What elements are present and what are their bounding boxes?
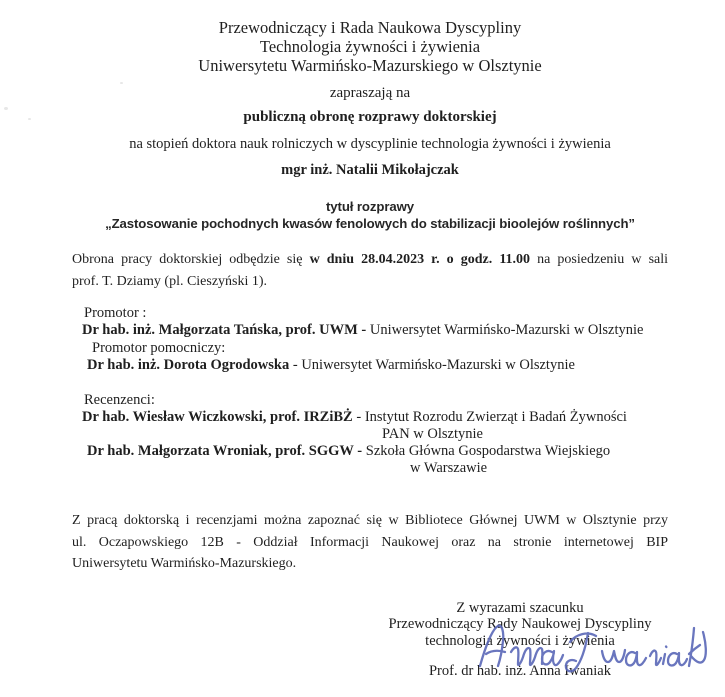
library-note-line-3: Uniwersytetu Warmińsko-Mazurskiego. [72,556,297,571]
assistant-promoter-name: Dr hab. inż. Dorota Ogrodowska [87,357,290,374]
thesis-title: „Zastosowanie pochodnych kwasów fenolowych do stabilizacji bioolejów roślinnych” [105,216,635,231]
reviewer-entry-1 [72,409,668,426]
closing-block [370,600,670,679]
scan-artifact [4,107,8,110]
reviewer-1-affiliation: - Instytut Rozrodu Zwierząt i Badań Żywności [352,409,627,425]
defense-paragraph-line-2: prof. T. Dziamy (pl. Cieszyński 1). [72,273,268,289]
letterhead-line-3: Uniwersytetu Warmińsko-Mazurskiego w Olsztynie [198,56,542,75]
defense-paragraph-line-1 [72,249,668,271]
letterhead [72,18,668,75]
reviewer-2-affiliation: Szkoła Główna Gospodarstwa Wiejskiego [362,443,611,459]
letterhead-line-2: Technologia żywności i żywienia [259,37,481,56]
invitation-intro: zapraszają na [329,85,411,101]
scan-artifact [28,118,31,120]
assistant-promoter-affiliation: - Uniwersytet Warmińsko-Mazurski w Olsztynie [289,357,575,374]
promoter-label: Promotor : [84,305,147,321]
reviewer-2-affiliation-line2: w Warszawie [410,460,488,476]
defense-line-1-pre: Obrona pracy doktorskiej odbędzie się [72,252,310,267]
closing-salutation: Z wyrazami szacunku [456,600,584,616]
candidate-name: mgr inż. Natalii Mikołajczak [281,162,459,178]
signatory-name: Prof. dr hab. inż. Anna Iwaniak [428,662,611,679]
promoters-section [72,305,668,375]
closing-role-line-2: technologia żywności i żywienia [425,632,615,649]
reviewers-section [72,392,668,477]
reviewers-label: Recenzenci: [84,392,155,408]
library-note-line-1: Z pracą doktorską i recenzjami można zapoznać się w Bibliotece Głównej UWM w Olsztynie przy [72,513,668,528]
assistant-promoter-label: Promotor pomocniczy: [92,339,226,356]
degree-line: na stopień doktora nauk rolniczych w dyscyplinie technologia żywności i żywienia [129,136,611,152]
defense-date-time: w dniu 28.04.2023 r. o godz. 11.00 [309,252,531,267]
promoter-name: Dr hab. inż. Małgorzata Tańska, prof. UWM - [82,322,367,339]
thesis-title-label: tytuł rozprawy [326,199,414,214]
library-note [72,510,668,575]
defense-paragraph [72,249,668,292]
defense-event-title: publiczną obronę rozprawy doktorskiej [243,109,497,125]
letterhead-line-1: Przewodniczący i Rada Naukowa Dyscypliny [218,18,522,37]
reviewer-2-name: Dr hab. Małgorzata Wroniak, prof. SGGW - [87,443,363,459]
promoter-affiliation: Uniwersytet Warmińsko-Mazurski w Olsztynie [366,322,644,339]
reviewer-1-affiliation-line2: PAN w Olsztynie [382,426,483,442]
reviewer-1-name: Dr hab. Wiesław Wiczkowski, prof. IRZiBŻ [82,409,353,425]
reviewer-entry-2 [72,443,668,460]
library-note-line-2: ul. Oczapowskiego 12B - Oddział Informacji Naukowej oraz na stronie internetowej BIP [72,534,668,550]
defense-line-1-post: na posiedzeniu w sali [530,252,669,267]
closing-role-line-1: Przewodniczący Rady Naukowej Dyscypliny [388,616,652,633]
assistant-promoter-entry [72,357,668,374]
promoter-entry [72,322,668,339]
